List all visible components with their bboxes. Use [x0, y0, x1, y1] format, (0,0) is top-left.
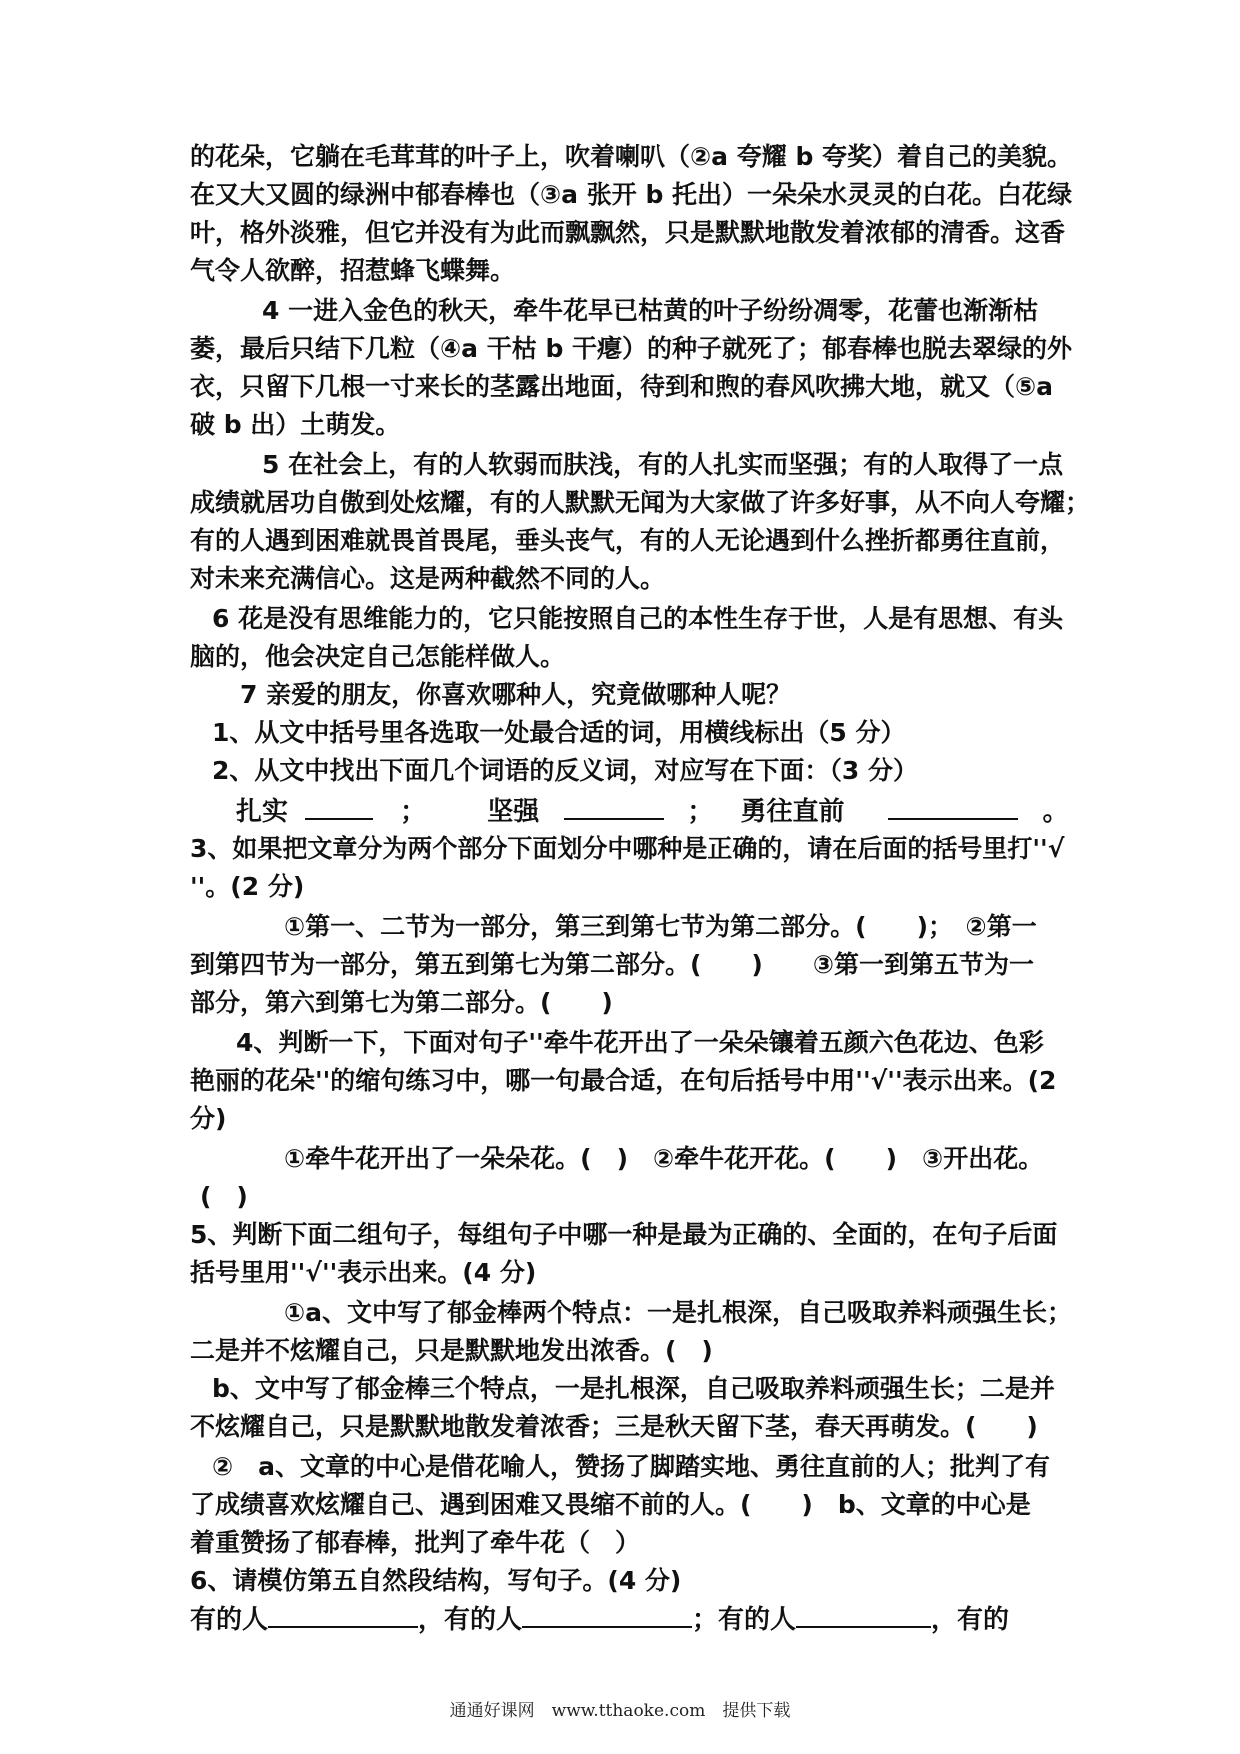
text-line: 叶，格外淡雅，但它并没有为此而飘飘然，只是默默地散发着浓郁的清香。这香: [190, 218, 1066, 247]
paragraph-6-start: 6 花是没有思维能力的，它只能按照自己的本性生存于世，人是有思想、有头: [212, 604, 1064, 633]
option-line: ①牵牛花开出了一朵朵花。( ) ②牵牛花开花。( ) ③开出花。: [284, 1144, 1044, 1173]
separator: ；: [400, 797, 427, 827]
option-line: b、文中写了郁金棒三个特点，一是扎根深，自己吸取养料顽强生长；二是并: [212, 1374, 1055, 1403]
text-line: 成绩就居功自傲到处炫耀，有的人默默无闻为大家做了许多好事，从不向人夸耀；: [190, 488, 1091, 517]
question-6: 6、请模仿第五自然段结构，写句子。(4 分): [190, 1566, 682, 1595]
option-line: ② a、文章的中心是借花喻人，赞扬了脚踏实地、勇往直前的人；批判了有: [212, 1452, 1051, 1481]
paragraph-7: 7 亲爱的朋友，你喜欢哪种人，究竟做哪种人呢？: [240, 680, 792, 709]
antonym-word-2: 坚强: [487, 797, 540, 827]
text-line: 脑的，他会决定自己怎能样做人。: [190, 642, 566, 671]
separator: ；: [687, 797, 714, 827]
text-line: 的花朵，它躺在毛茸茸的叶子上，吹着喇叭（②a 夸耀 b 夸奖）着自己的美貌。: [190, 142, 1073, 171]
text-line: 破 b 出）土萌发。: [190, 410, 401, 439]
text-line: 萎，最后只结下几粒（④a 干枯 b 干瘪）的种子就死了；郁春棒也脱去翠绿的外: [190, 334, 1073, 363]
text-line: 在又大又圆的绿洲中郁春棒也（③a 张开 b 托出）一朵朵水灵灵的白花。白花绿: [190, 180, 1073, 209]
text-line: 到第四节为一部分，第五到第七为第二部分。( ) ③第一到第五节为一: [190, 950, 1035, 979]
question-2: 2、从文中找出下面几个词语的反义词，对应写在下面：（3 分）: [212, 756, 918, 785]
text-line: 不炫耀自己，只是默默地散发着浓香；三是秋天留下茎，春天再萌发。( ): [190, 1412, 1038, 1441]
text-line: 着重赞扬了郁春棒，批判了牵牛花（ ）: [190, 1528, 641, 1557]
option-line: ①第一、二节为一部分，第三到第七节为第二部分。( )； ②第一: [284, 912, 1037, 941]
text-line: ( ): [200, 1182, 248, 1211]
imitation-prefix-1: 有的人: [190, 1605, 269, 1635]
imitation-answer-line: [190, 1600, 1060, 1639]
question-5: 5、判断下面二组句子，每组句子中哪一种是最为正确的、全面的，在句子后面: [190, 1220, 1058, 1249]
paragraph-4-start: 4 一进入金色的秋天，牵牛花早已枯黄的叶子纷纷凋零，花蕾也渐渐枯: [262, 296, 1039, 325]
option-line: ①a、文中写了郁金棒两个特点：一是扎根深，自己吸取养料顽强生长；: [284, 1298, 1073, 1327]
antonym-word-1: 扎实: [236, 797, 289, 827]
text-line: ''。(2 分): [190, 872, 305, 901]
footer-credit: 通通好课网 www.tthaoke.com 提供下载: [449, 1701, 791, 1721]
text-line: 括号里用''√''表示出来。(4 分): [190, 1258, 537, 1287]
imitation-prefix-4: ，有的: [931, 1605, 1010, 1635]
writing-blank-1[interactable]: [268, 1600, 418, 1628]
answer-blank-3[interactable]: [888, 792, 1018, 820]
answer-blank-1[interactable]: [305, 792, 373, 820]
question-3: 3、如果把文章分为两个部分下面划分中哪种是正确的，请在后面的括号里打''√: [190, 834, 1065, 863]
text-line: 了成绩喜欢炫耀自己、遇到困难又畏缩不前的人。( ) b、文章的中心是: [190, 1490, 1031, 1519]
answer-blank-2[interactable]: [564, 792, 664, 820]
writing-blank-3[interactable]: [796, 1600, 931, 1628]
text-line: 气令人欲醉，招惹蜂飞蝶舞。: [190, 256, 516, 285]
text-line: 衣，只留下几根一寸来长的茎露出地面，待到和煦的春风吹拂大地，就又（⑤a: [190, 372, 1054, 401]
antonym-answer-line: [236, 792, 1106, 831]
text-line: 二是并不炫耀自己，只是默默地发出浓香。( ): [190, 1336, 713, 1365]
question-4: 4、判断一下，下面对句子''牵牛花开出了一朵朵镶着五颜六色花边、色彩: [236, 1028, 1044, 1057]
separator: 。: [1042, 797, 1069, 827]
question-1: 1、从文中括号里各选取一处最合适的词，用横线标出（5 分）: [212, 718, 906, 747]
imitation-prefix-2: ，有的人: [418, 1605, 523, 1635]
paragraph-5-start: 5 在社会上，有的人软弱而肤浅，有的人扎实而坚强；有的人取得了一点: [262, 450, 1064, 479]
imitation-prefix-3: ；有的人: [692, 1605, 797, 1635]
text-line: 对未来充满信心。这是两种截然不同的人。: [190, 564, 666, 593]
text-line: 有的人遇到困难就畏首畏尾，垂头丧气，有的人无论遇到什么挫折都勇往直前，: [190, 526, 1066, 555]
text-line: 部分，第六到第七为第二部分。( ): [190, 988, 613, 1017]
text-line: 艳丽的花朵''的缩句练习中，哪一句最合适，在句后括号中用''√''表示出来。(2: [190, 1066, 1057, 1095]
antonym-word-3: 勇往直前: [740, 797, 845, 827]
writing-blank-2[interactable]: [522, 1600, 692, 1628]
text-line: 分): [190, 1104, 227, 1133]
